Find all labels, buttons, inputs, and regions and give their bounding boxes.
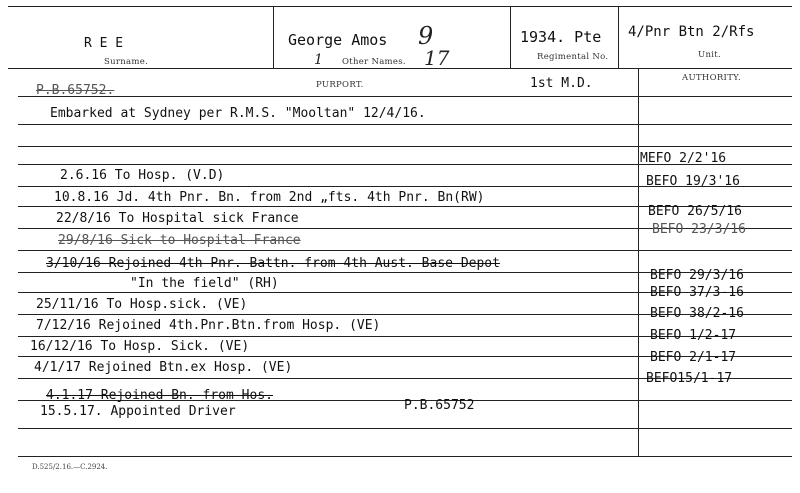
- authority-column-divider: [638, 68, 639, 456]
- purport-entry: 29/8/16 Sick to Hospital France: [58, 233, 301, 248]
- authority-entry: BEFO15/1-17: [646, 371, 733, 386]
- authority-entry: BEFO 29/3/16: [650, 268, 744, 283]
- header-bottom-rule: [8, 68, 792, 69]
- handwritten-1: 1: [314, 52, 323, 68]
- district-stamp: 1st M.D.: [530, 76, 593, 91]
- unit-value: 4/Pnr Btn 2/Rfs: [628, 24, 755, 40]
- authority-entry: BEFO 2/1-17: [650, 350, 737, 365]
- authority-heading: AUTHORITY.: [682, 73, 741, 83]
- authority-entry: MEFO 2/2'16: [640, 151, 727, 166]
- purport-entry: P.B.65752.: [36, 83, 115, 98]
- purport-rule: [18, 96, 792, 97]
- purport-entry: P.B.65752: [404, 398, 475, 413]
- purport-entry: 22/8/16 To Hospital sick France: [56, 211, 299, 226]
- authority-entry: BEFO 37/3-16: [650, 285, 744, 300]
- authority-entry: BEFO 23/3/16: [652, 222, 746, 237]
- purport-entry: Embarked at Sydney per R.M.S. "Mooltan" 12/4/16.: [50, 106, 426, 121]
- purport-rule: [18, 250, 792, 251]
- purport-rule: [18, 456, 792, 457]
- purport-entry: 7/12/16 Rejoined 4th.Pnr.Btn.from Hosp. (VE): [36, 318, 381, 333]
- purport-entry: 4.1.17 Rejoined Bn. from Hos.: [46, 388, 273, 403]
- purport-rule: [18, 124, 792, 125]
- purport-entry: 10.8.16 Jd. 4th Pnr. Bn. from 2nd „fts. 4th Pnr. Bn(RW): [54, 190, 485, 205]
- purport-entry: 16/12/16 To Hosp. Sick. (VE): [30, 339, 250, 354]
- other-names-value: George Amos: [288, 31, 388, 49]
- authority-entry: BEFO 26/5/16: [648, 204, 742, 219]
- header-divider-3: [618, 6, 619, 68]
- other-names-label: Other Names.: [342, 57, 406, 67]
- surname-label: Surname.: [104, 57, 149, 67]
- authority-entry: BEFO 19/3'16: [646, 174, 740, 189]
- purport-heading: PURPORT.: [316, 80, 364, 90]
- surname-value: R E E: [84, 36, 124, 51]
- purport-entry: 25/11/16 To Hosp.sick. (VE): [36, 297, 248, 312]
- purport-entry: 2.6.16 To Hosp. (V.D): [60, 168, 225, 183]
- purport-rule: [18, 146, 792, 147]
- purport-entry: "In the field" (RH): [130, 276, 279, 291]
- regimental-number-value: 1934. Pte: [520, 28, 602, 46]
- header-top-rule: [8, 6, 792, 7]
- header-divider-2: [510, 6, 511, 68]
- handwritten-17: 17: [424, 46, 450, 70]
- purport-entry: 4/1/17 Rejoined Btn.ex Hosp. (VE): [34, 360, 293, 375]
- handwritten-9: 9: [418, 22, 434, 50]
- unit-label: Unit.: [698, 50, 721, 60]
- form-code: D.525/2.16.—C.2924.: [32, 463, 108, 471]
- purport-entry: 3/10/16 Rejoined 4th Pnr. Battn. from 4th Aust. Base Depot: [46, 256, 500, 271]
- purport-entry: 15.5.17. Appointed Driver: [40, 404, 236, 419]
- header-divider-1: [273, 6, 274, 68]
- authority-entry: BEFO 1/2-17: [650, 328, 737, 343]
- regimental-number-label: Regimental No.: [537, 52, 609, 62]
- purport-rule: [18, 428, 792, 429]
- authority-entry: BEFO 38/2-16: [650, 306, 744, 321]
